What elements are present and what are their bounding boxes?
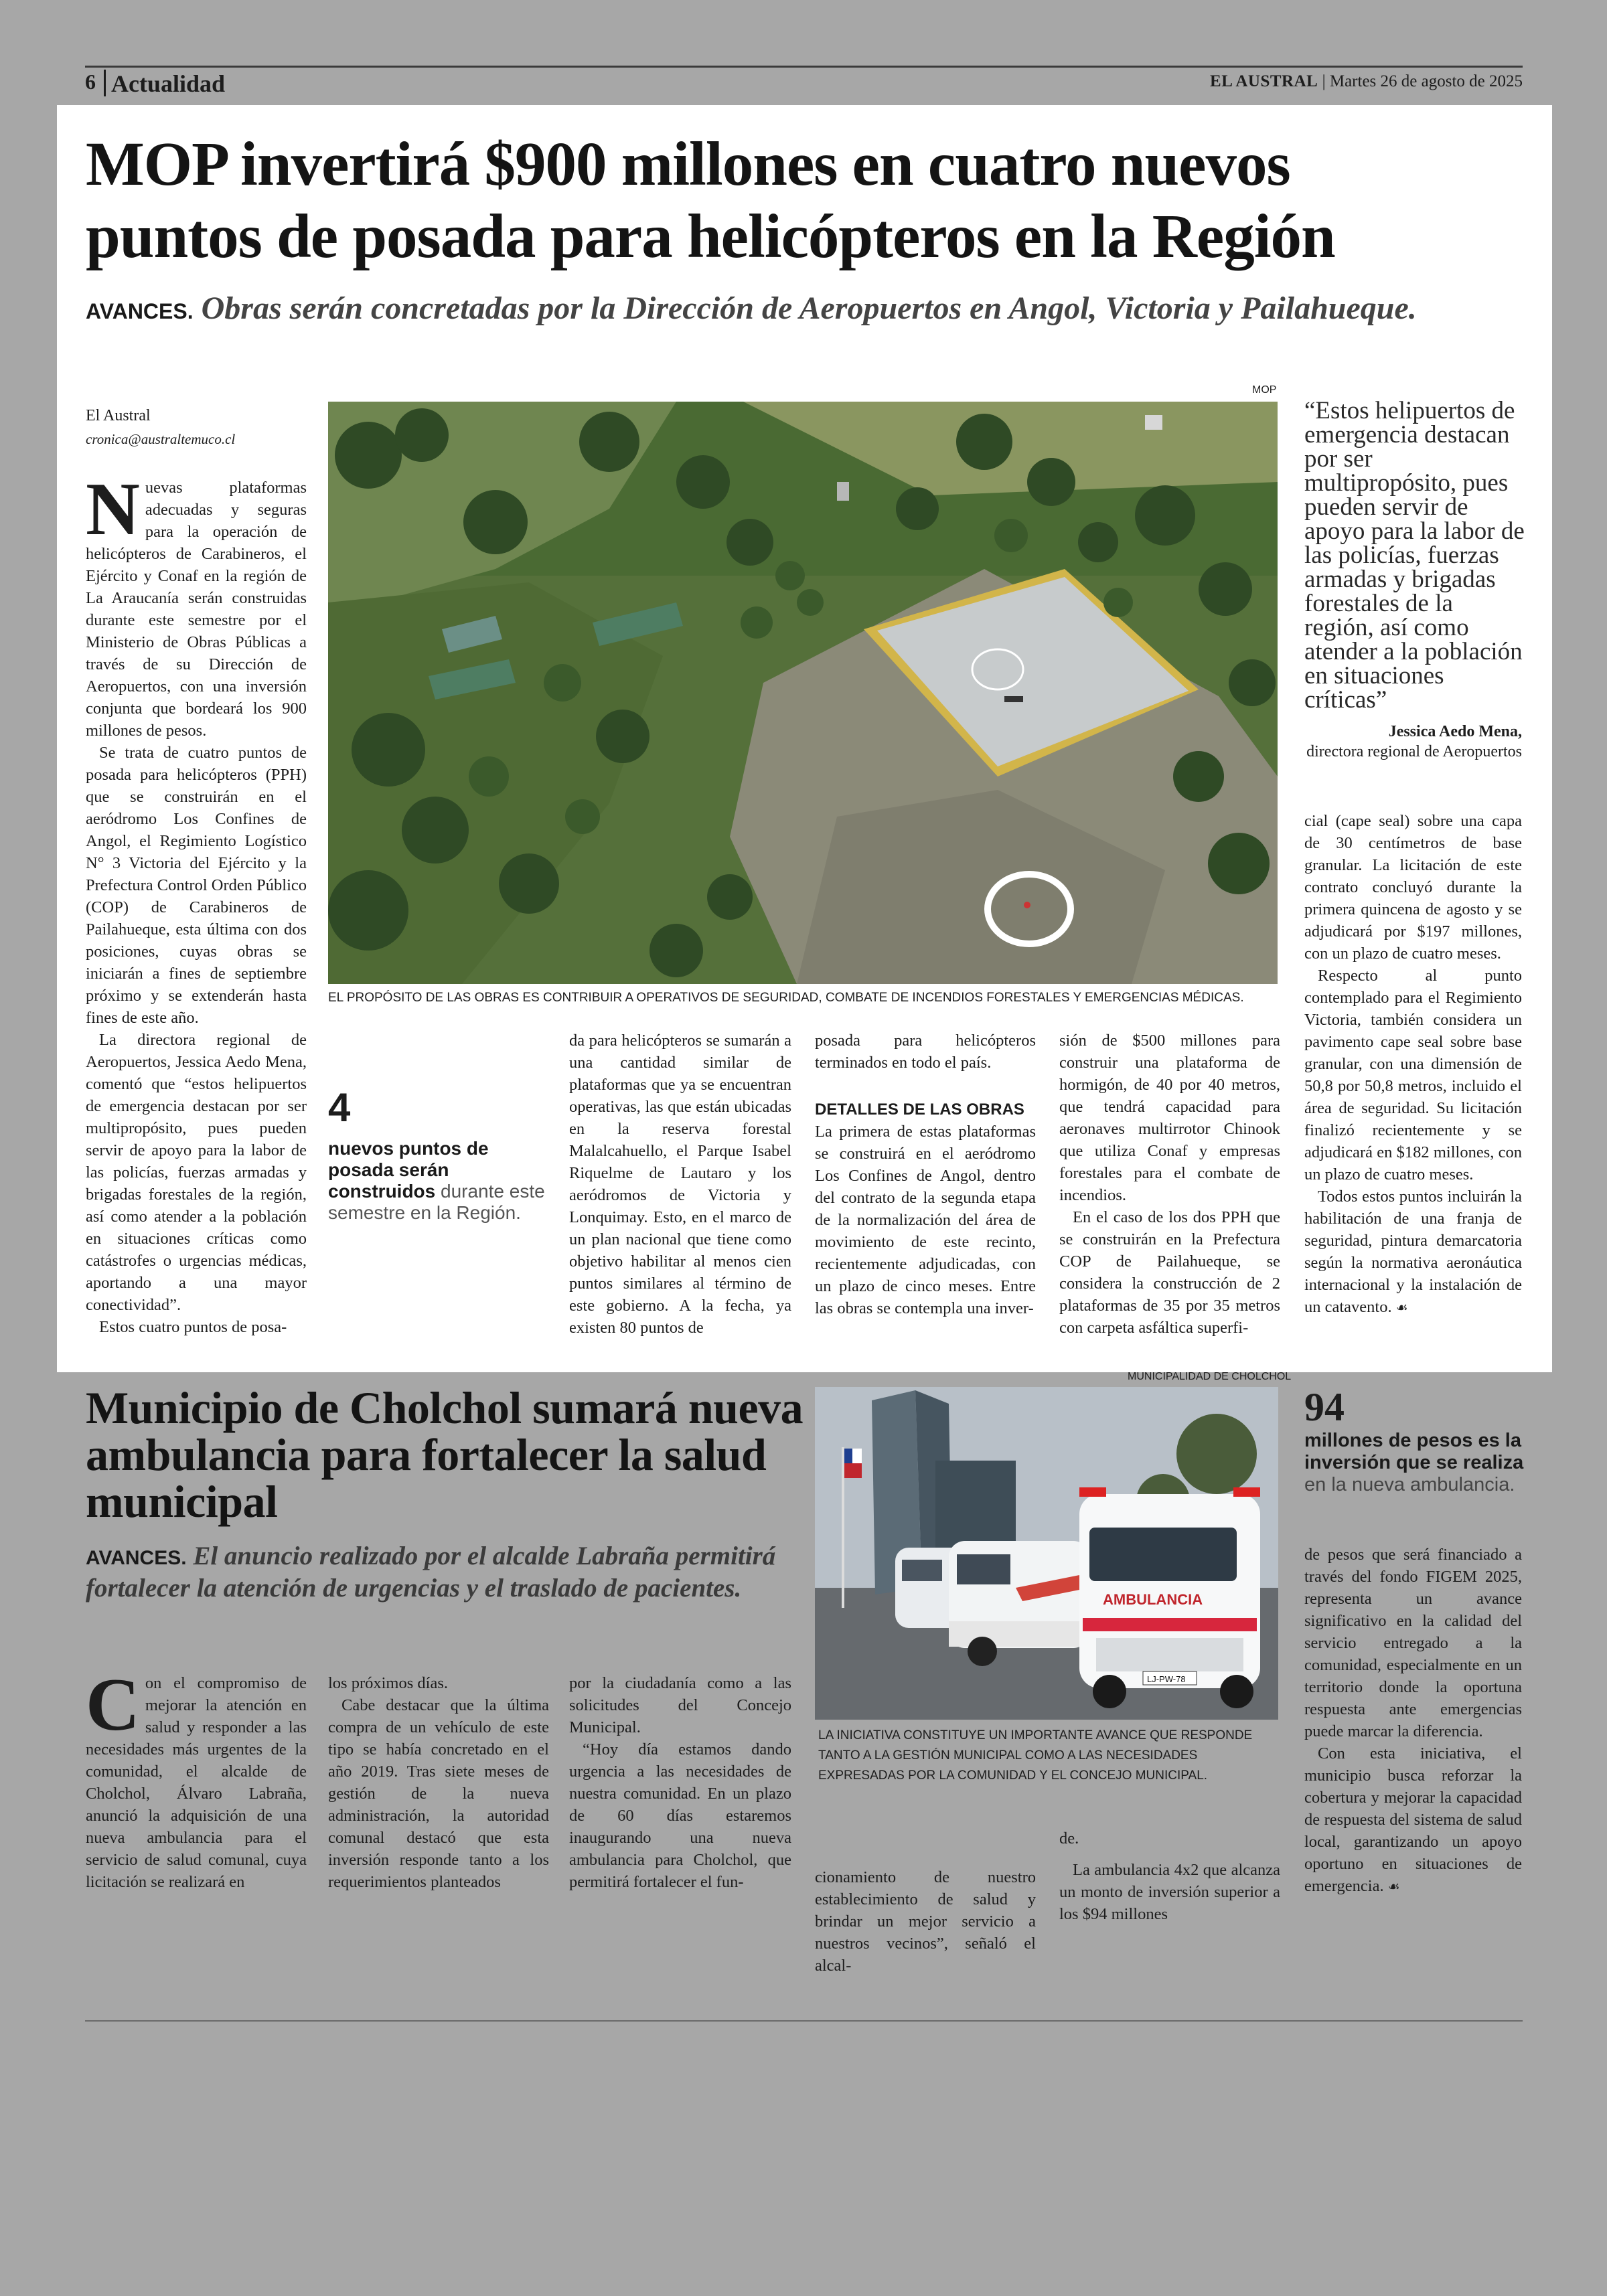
stat-description [328,1138,549,1224]
article-2-headline: Municipio de Cholchol sumará nueva ambulancia para fortalecer la salud municipal [86,1382,804,1527]
paragraph: La ambulancia 4x2 que alcanza un monto de inversión superior a los $94 millones [1059,1861,1280,1923]
stat-number: 4 [328,1085,351,1130]
paragraph: on el compromiso de mejorar la atención en salud y responder a las necesidades más urgentes de la comunidad, el alcalde de Cholchol, Álvaro Labraña, anunció la adquisición de una nueva ambulancia para el servicio de salud comunal, cuya licitación se realizará en [86,1674,307,1891]
byline-author: El Austral [86,407,151,424]
kicker: AVANCES. [86,1547,187,1569]
deck-text: El anuncio realizado por el alcalde Labraña permitirá fortalecer la atención de urgencias y el traslado de pacientes. [86,1542,776,1603]
issue-date: Martes 26 de agosto de 2025 [1329,72,1523,90]
deck-text: Obras serán concretadas por la Dirección de Aeropuertos en Angol, Victoria y Pailahueque. [201,291,1417,326]
ambulance-photo [815,1387,1278,1720]
stat-bold-text: millones de pesos es la inversión que se realiza [1304,1430,1524,1473]
article-2-column-6 [1304,1544,1522,1898]
stat-text: durante este semestre en la Región. [328,1181,545,1223]
photo-credit: MOP [1252,384,1277,396]
article-2-column-4 [815,1866,1036,1977]
paragraph: cionamiento de nuestro establecimiento de salud y brindar un mejor servicio a nuestros vecinos”, señaló el alcal- [815,1868,1036,1975]
quote-author: Jessica Aedo Mena, [1388,723,1522,740]
paragraph: La primera de estas plataformas se construirá en el aeródromo Los Confines de Angol, dentro del contrato de la segunda etapa de la normalización del área de movimiento de este recinto, recientemente adjudicadas, con un plazo de cinco meses. Entre las obras se contempla una inver- [815,1123,1036,1317]
masthead: EL AUSTRAL | Martes 26 de agosto de 2025 [1210,72,1523,90]
paragraph: Con esta iniciativa, el municipio busca reforzar la cobertura y mejorar la capacidad de respuesta del sistema de salud local, garantizando un apoyo oportuno en situaciones de emergencia. [1304,1744,1522,1895]
headline-line-1: MOP invertirá $900 millones en cuatro nuevos [86,130,1290,199]
byline-email: cronica@australtemuco.cl [86,431,236,447]
article-1-column-6 [1304,810,1522,1319]
paragraph: por la ciudadanía como a las solicitudes del Concejo Municipal. [569,1674,791,1736]
license-plate: LJ-PW-78 [1147,1674,1186,1684]
article-1-column-4 [815,1030,1036,1319]
article-2-column-2 [328,1672,549,1893]
header-rule [85,66,1523,68]
paragraph: En el caso de los dos PPH que se construirán en la Prefectura COP de Pailahueque, se considera la construcción de 2 plataformas de 35 por 35 metros con carpeta asfáltica superfi- [1059,1208,1280,1337]
paragraph: Cabe destacar que la última compra de un vehículo de este tipo se había concretado en el año 2019. Tras siete meses de gestión de la nueva administración, la autoridad comunal destacó que esta inversión responde tanto a los requerimientos planteados [328,1696,549,1891]
stat-description [1304,1430,1525,1496]
paragraph: posada para helicópteros terminados en todo el país. [815,1032,1036,1072]
helipad-aerial-illustration [328,402,1278,984]
paragraph: Todos estos puntos incluirán la habilitación de una franja de seguridad, pintura demarcatoria según la normativa aeronáutica internacional y la instalación de un catavento. [1304,1187,1522,1316]
paragraph: de pesos que será financiado a través del fondo FIGEM 2025, representa un avance significativo en la calidad del servicio entregado a la comunidad, especialmente en un territorio donde la oportuna respuesta ante emergencias puede marcar la diferencia. [1304,1546,1522,1740]
stat-text: en la nueva ambulancia. [1304,1474,1515,1495]
header-separator [104,70,106,96]
pull-quote: “Estos helipuertos de emergencia destacan por ser multipropósito, pues pueden servir de apoyo para la labor de las policías, fuerzas armadas y brigadas forestales de la región, así como atender a la población en situaciones críticas” [1304,397,1525,714]
kicker: AVANCES. [86,299,194,323]
end-mark-icon: ☙ [1395,1299,1408,1315]
paragraph: Respecto al punto contemplado para el Regimiento Victoria, también considera un pavimento cape seal sobre base granular, con una dimensión de 50,8 por 50,8 metros, incluido el área de seguridad. Su licitación finalizó recientemente y se adjudicará en $182 millones, con un plazo de cuatro meses. [1304,967,1522,1183]
subheading: DETALLES DE LAS OBRAS [815,1100,1024,1119]
paragraph: de. [1059,1829,1079,1848]
photo-caption: LA INICIATIVA CONSTITUYE UN IMPORTANTE AVANCE QUE RESPONDE TANTO A LA GESTIÓN MUNICIPAL COMO A LAS NECESIDADES EXPRESADAS POR LA COMUNIDAD Y EL CONCEJO MUNICIPAL. [818,1728,1253,1783]
dropcap: C [86,1663,140,1746]
page-number: 6 [85,70,96,94]
article-1-deck [86,289,1465,331]
stat-number: 94 [1304,1385,1345,1429]
paragraph: los próximos días. [328,1674,448,1692]
stat-bold-text: nuevos puntos de posada serán construidos [328,1138,489,1202]
quote-author-role: directora regional de Aeropuertos [1306,743,1522,760]
helipad-aerial-photo [328,402,1278,984]
paragraph: Estos cuatro puntos de posa- [99,1318,287,1336]
headline-line-2: puntos de posada para helicópteros en la Región [86,202,1335,271]
paragraph: da para helicópteros se sumarán a una cantidad similar de plataformas que ya se encuentran operativas, las que están ubicadas en la reserva forestal Malalcahuello, el Parque Isabel Riquelme de Lautaro y los aeródromos de Victoria y Lonquimay. Esto, en el marco de un plan nacional que tiene como objetivo habilitar al menos cien puntos similares al término de este gobierno. A la fecha, ya existen 80 puntos de [569,1032,791,1337]
photo-caption: EL PROPÓSITO DE LAS OBRAS ES CONTRIBUIR A OPERATIVOS DE SEGURIDAD, COMBATE DE INCENDIOS FORESTALES Y EMERGENCIAS MÉDICAS. [328,991,1244,1005]
article-2-column-3 [569,1672,791,1893]
ambulance-illustration [815,1387,1278,1720]
end-mark-icon: ☙ [1387,1878,1400,1894]
article-1-column-1 [86,468,307,1338]
paragraph: “Hoy día estamos dando urgencia a las necesidades de nuestra comunidad. En un plazo de 60 días estaremos inaugurando una nueva ambulancia para Cholchol, que permitirá fortalecer el fun- [569,1740,791,1891]
dropcap: N [86,468,140,551]
footer-rule [85,2020,1523,2022]
pull-quote-attribution [1304,722,1522,762]
paragraph: uevas plataformas adecuadas y seguras para la operación de helicópteros de Carabineros, el Ejército y Conaf en la región de La Araucanía serán construidas durante este semestre por el Ministerio de Obras Públicas a través de su Dirección de Aeropuertos, con una inversión conjunta que bordeará los 900 millones de pesos. [86,479,307,740]
article-2-deck [86,1541,795,1603]
paragraph: Se trata de cuatro puntos de posada para helicópteros (PPH) que se construirán en el aeródromo Los Confines de Angol, el Regimiento Logístico N° 3 Victoria del Ejército y la Prefectura Control Orden Público (COP) de Carabineros de Pailahueque, esta última con dos posiciones, cuyas obras se iniciarán a fines de septiembre próximo y se extenderán hasta fines de este año. [86,744,307,1027]
article-2-column-1 [86,1663,307,1893]
paragraph: La directora regional de Aeropuertos, Jessica Aedo Mena, comentó que “estos helipuertos de emergencia destacan por ser multipropósito, pues pueden servir de apoyo para la labor de las policías, fuerzas armadas y brigadas forestales de la región, así como atender a la población en situaciones críticas como catástrofes o urgencias médicas, aportando a una mayor conectividad”. [86,1031,307,1314]
ambulance-lettering: AMBULANCIA [1103,1591,1203,1608]
photo-credit: MUNICIPALIDAD DE CHOLCHOL [1128,1371,1292,1382]
article-2-column-5 [1059,1827,1280,1925]
paragraph: cial (cape seal) sobre una capa de 30 centímetros de base granular. La licitación de este contrato concluyó durante la primera quincena de agosto y se adjudicará por $197 millones, con un plazo de cuatro meses. [1304,812,1522,963]
article-1-headline [86,129,1525,273]
section-name: Actualidad [111,70,226,97]
paragraph: sión de $500 millones para construir una plataforma de hormigón, de 40 por 40 metros, que tendrá capacidad para aeronaves multirrotor Chinook que utiliza Conaf y empresas forestales para el combate de incendios. [1059,1032,1280,1204]
article-1-column-3 [569,1030,791,1339]
publication-name: EL AUSTRAL [1210,72,1318,90]
article-1-column-5 [1059,1030,1280,1339]
